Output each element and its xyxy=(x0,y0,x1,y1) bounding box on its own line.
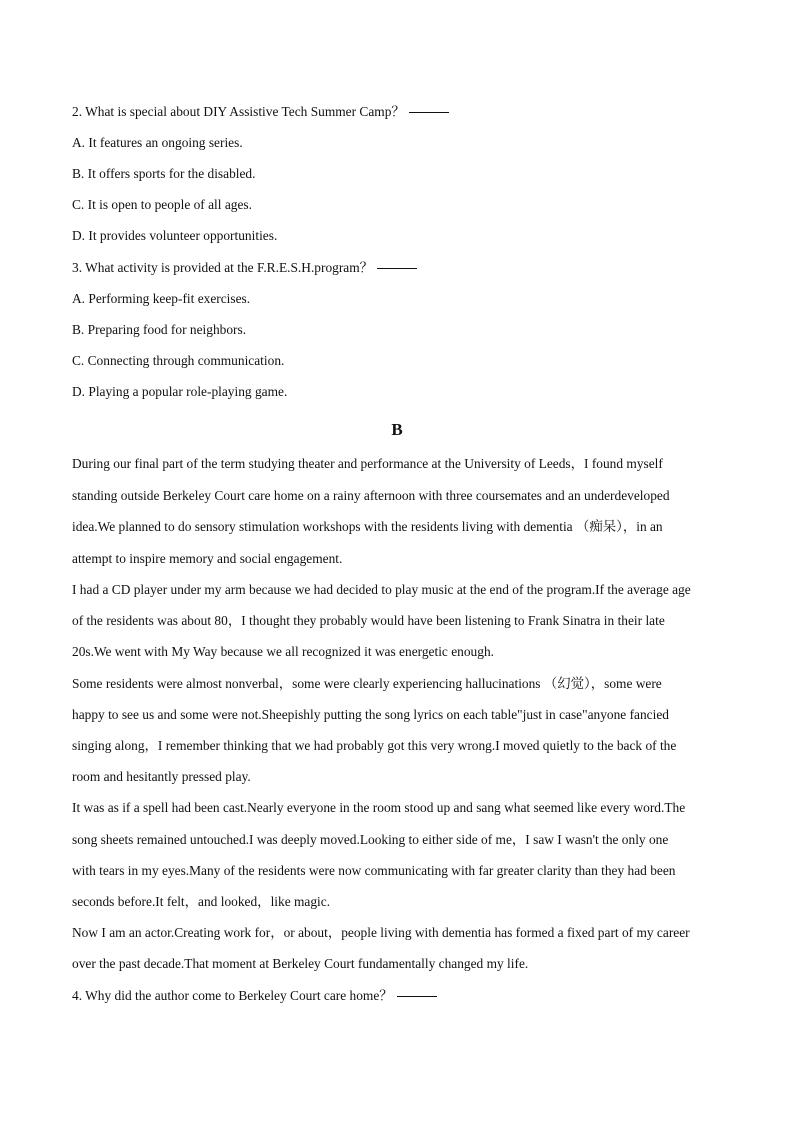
passage-line: room and hesitantly pressed play. xyxy=(72,769,251,784)
question-2-option-d: D. It provides volunteer opportunities. xyxy=(72,228,278,243)
question-4-text: 4. Why did the author come to Berkeley Court care home？ xyxy=(72,988,393,1003)
question-2-stem xyxy=(72,104,732,120)
passage-line: Some residents were almost nonverbal，some were clearly experiencing hallucinations （幻觉），some were xyxy=(72,676,662,691)
passage-line: over the past decade.That moment at Berkeley Court fundamentally changed my life. xyxy=(72,956,529,971)
passage-line: attempt to inspire memory and social engagement. xyxy=(72,551,343,566)
question-3-option-c: C. Connecting through communication. xyxy=(72,353,285,368)
passage-line: 20s.We went with My Way because we all recognized it was energetic enough. xyxy=(72,644,494,659)
passage-line: singing along，I remember thinking that we had probably got this very wrong.I moved quietly to the back of the xyxy=(72,738,677,753)
question-3-stem xyxy=(72,260,732,276)
passage-line: happy to see us and some were not.Sheepishly putting the song lyrics on each table"just in case"anyone fancied xyxy=(72,707,669,722)
passage-line: with tears in my eyes.Many of the residents were now communicating with far greater clarity than they had been xyxy=(72,863,676,878)
question-4-stem xyxy=(72,988,732,1004)
question-2-option-a: A. It features an ongoing series. xyxy=(72,135,243,150)
passage-line: idea.We planned to do sensory stimulation workshops with the residents living with dementia （痴呆），in an xyxy=(72,519,663,534)
question-3-option-a: A. Performing keep-fit exercises. xyxy=(72,291,251,306)
passage-line: song sheets remained untouched.I was deeply moved.Looking to either side of me，I saw I wasn't the only one xyxy=(72,832,669,847)
passage-line: Now I am an actor.Creating work for，or about，people living with dementia has formed a fixed part of my career xyxy=(72,925,690,940)
section-heading: B xyxy=(391,420,403,439)
question-3-option-d: D. Playing a popular role-playing game. xyxy=(72,384,288,399)
passage-line: During our final part of the term studying theater and performance at the University of Leeds，I found myself xyxy=(72,456,663,471)
passage-line: It was as if a spell had been cast.Nearly everyone in the room stood up and sang what seemed like every word.The xyxy=(72,800,686,815)
question-2-option-c: C. It is open to people of all ages. xyxy=(72,197,252,212)
passage-line: of the residents was about 80，I thought they probably would have been listening to Frank Sinatra in their late xyxy=(72,613,665,628)
question-3-text: 3. What activity is provided at the F.R.E.S.H.program？ xyxy=(72,260,374,275)
question-2-text: 2. What is special about DIY Assistive Tech Summer Camp？ xyxy=(72,104,405,119)
passage-line: standing outside Berkeley Court care home on a rainy afternoon with three coursemates and an underdeveloped xyxy=(72,488,670,503)
question-2-option-b: B. It offers sports for the disabled. xyxy=(72,166,256,181)
answer-blank xyxy=(397,995,437,997)
answer-blank xyxy=(409,111,449,113)
passage-line: seconds before.It felt，and looked，like magic. xyxy=(72,894,331,909)
passage-line: I had a CD player under my arm because we had decided to play music at the end of the program.If the average age xyxy=(72,582,691,597)
answer-blank xyxy=(377,267,417,269)
question-3-option-b: B. Preparing food for neighbors. xyxy=(72,322,247,337)
